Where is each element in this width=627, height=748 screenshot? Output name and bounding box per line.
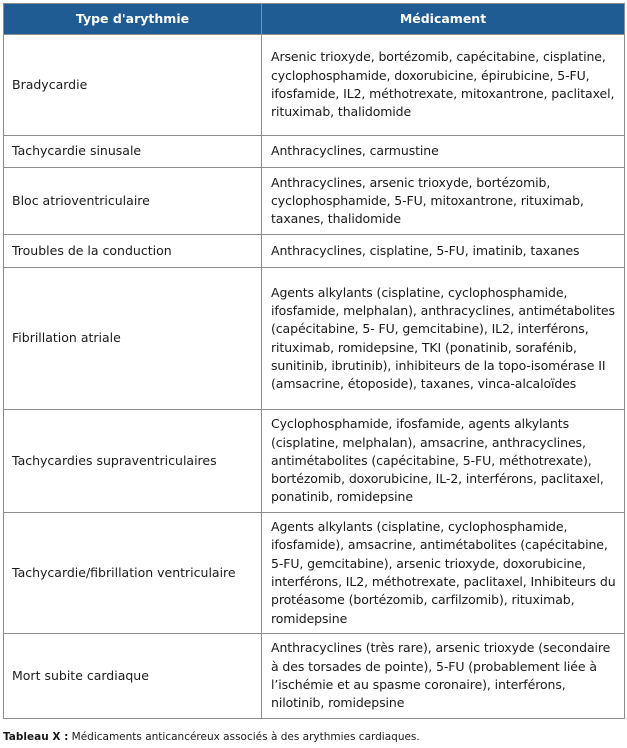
table-row xyxy=(4,410,625,513)
drug-list-cell: Anthracyclines, cisplatine, 5-FU, imatinib, taxanes xyxy=(262,235,625,268)
arrhythmia-type-cell: Mort subite cardiaque xyxy=(4,634,262,719)
drug-list-cell: Agents alkylants (cisplatine, cyclophosphamide, ifosfamide, melphalan), anthracyclines, antimétabolites (capécitabine, 5- FU, gemcitabine), IL2, interférons, rituximab, romidepsine, TKI (ponatinib, sorafénib, sunitinib, ibrutinib), inhibiteurs de la topo-isomérase II (amsacrine, étoposide), taxanes, vinca-alcaloïdes xyxy=(262,268,625,410)
table-row xyxy=(4,268,625,410)
drug-list-cell: Arsenic trioxyde, bortézomib, capécitabine, cisplatine, cyclophosphamide, doxorubicine, épirubicine, 5-FU, ifosfamide, IL2, méthotrexate, mitoxantrone, paclitaxel, rituximab, thalidomide xyxy=(262,35,625,136)
table-row xyxy=(4,168,625,235)
caption-text: Médicaments anticancéreux associés à des arythmies cardiaques. xyxy=(68,731,420,743)
drug-list-cell: Anthracyclines, carmustine xyxy=(262,136,625,168)
table-row xyxy=(4,235,625,268)
arrhythmia-type-cell: Fibrillation atriale xyxy=(4,268,262,410)
table-row xyxy=(4,35,625,136)
table-row xyxy=(4,513,625,634)
column-header-arrhythmia-type: Type d'arythmie xyxy=(4,4,262,35)
arrhythmia-type-cell: Tachycardies supraventriculaires xyxy=(4,410,262,513)
drug-list-cell: Anthracyclines, arsenic trioxyde, bortézomib, cyclophosphamide, 5-FU, mitoxantrone, rituximab, taxanes, thalidomide xyxy=(262,168,625,235)
table-row xyxy=(4,634,625,719)
arrhythmia-type-cell: Bloc atrioventriculaire xyxy=(4,168,262,235)
table-row xyxy=(4,136,625,168)
caption-label: Tableau X : xyxy=(3,731,69,743)
arrhythmia-type-cell: Troubles de la conduction xyxy=(4,235,262,268)
arrhythmia-type-cell: Tachycardie sinusale xyxy=(4,136,262,168)
arrhythmia-type-cell: Tachycardie/fibrillation ventriculaire xyxy=(4,513,262,634)
table-header-row xyxy=(4,4,625,35)
arrhythmia-type-cell: Bradycardie xyxy=(4,35,262,136)
drug-list-cell: Cyclophosphamide, ifosfamide, agents alkylants (cisplatine, melphalan), amsacrine, anthracyclines, antimétabolites (capécitabine, 5-FU, méthotrexate), bortézomib, doxorubicine, IL-2, interférons, paclitaxel, ponatinib, romidepsine xyxy=(262,410,625,513)
column-header-drug: Médicament xyxy=(262,4,625,35)
arrhythmia-drug-table xyxy=(3,3,625,719)
drug-list-cell: Agents alkylants (cisplatine, cyclophosphamide, ifosfamide), amsacrine, antimétabolites (capécitabine, 5-FU, gemcitabine), arsenic trioxyde, doxorubicine, interférons, IL2, méthotrexate, paclitaxel, Inhibiteurs du protéasome (bortézomib, carfilzomib), rituximab, romidepsine xyxy=(262,513,625,634)
drug-list-cell: Anthracyclines (très rare), arsenic trioxyde (secondaire à des torsades de pointe), 5-FU (probablement liée à l’ischémie et au spasme coronaire), interférons, nilotinib, romidepsine xyxy=(262,634,625,719)
table-caption xyxy=(3,730,420,744)
